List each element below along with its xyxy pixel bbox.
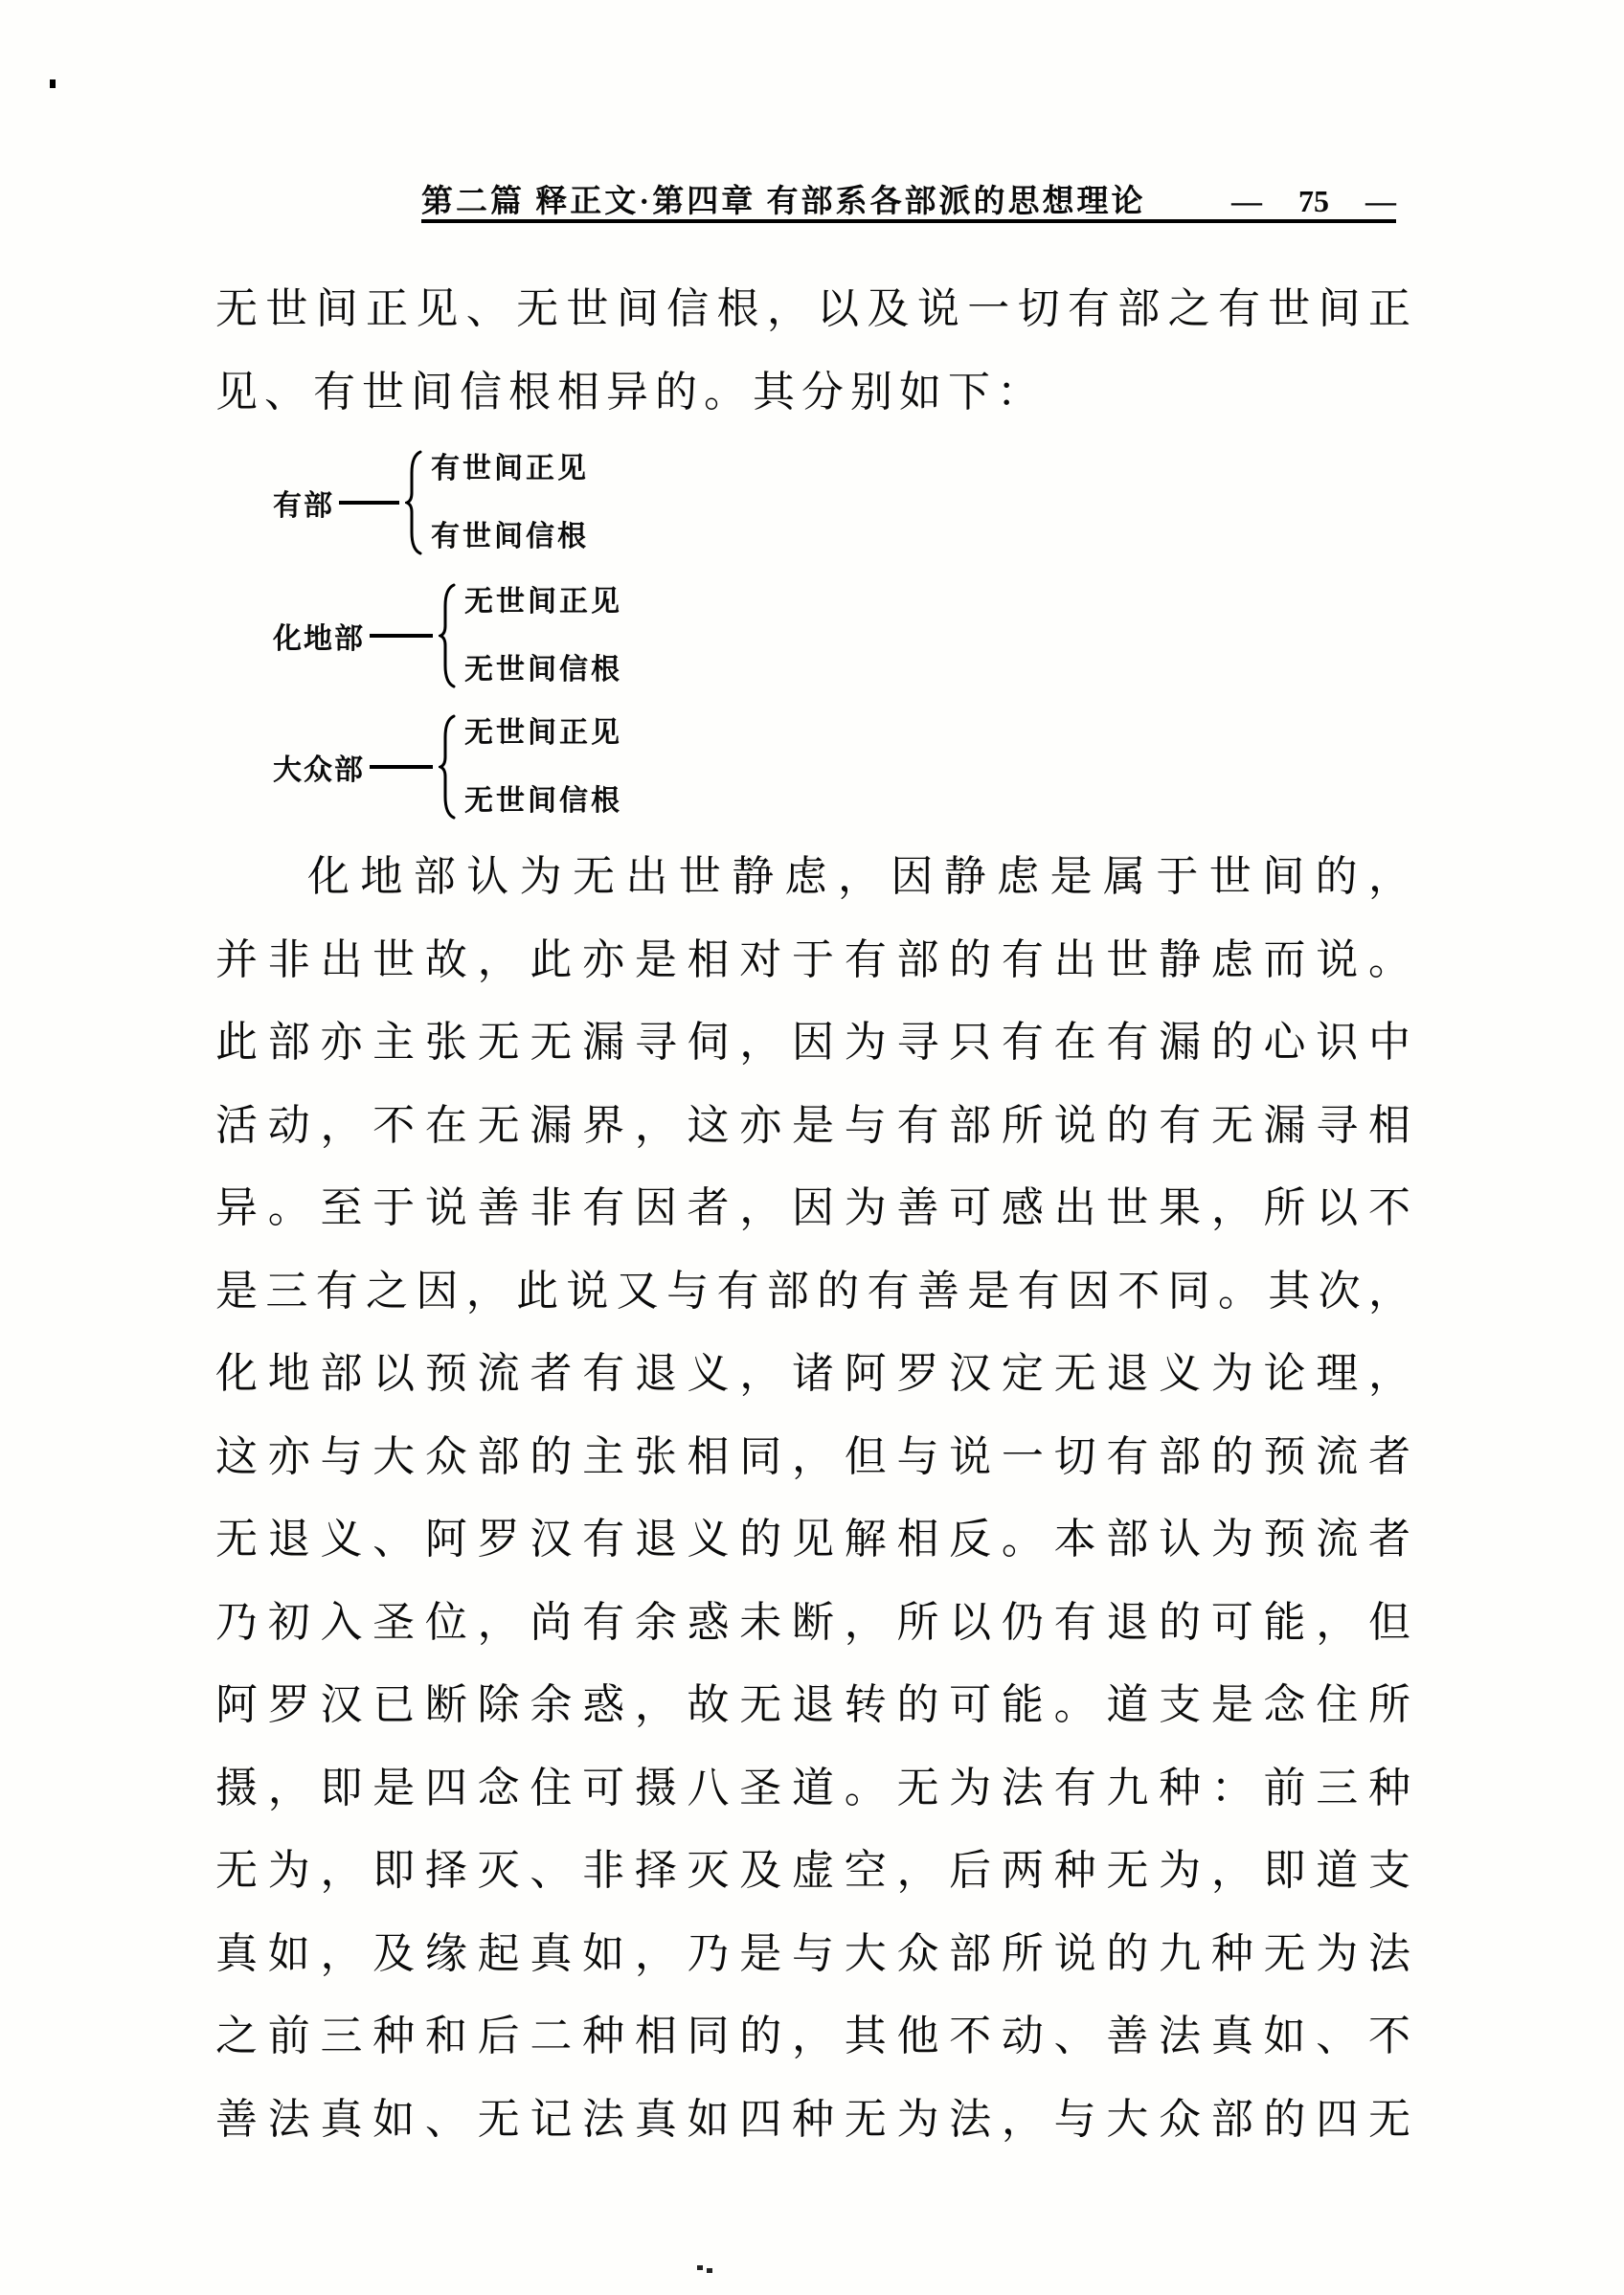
diagram-group-dazhongbu: [273, 712, 622, 821]
body-line: 是三有之因，此说又与有部的有善是有因不同。其次，: [215, 1267, 1412, 1315]
diagram-group-label: 有部: [273, 490, 334, 522]
body-line: 并非出世故，此亦是相对于有部的有出世静虑而说。: [215, 935, 1412, 983]
body-line: 真如，及缘起真如，乃是与大众部所说的九种无为法: [215, 1929, 1412, 1977]
body-line: 摄，即是四念住可摄八圣道。无为法有九种：前三种: [215, 1764, 1412, 1811]
body-line: 此部亦主张无无漏寻伺，因为寻只有在有漏的心识中: [215, 1019, 1412, 1066]
body-line: 活动，不在无漏界，这亦是与有部所说的有无漏寻相: [215, 1101, 1412, 1149]
page-number: 75: [1298, 184, 1329, 218]
body-line: 阿罗汉已断除余惑，故无退转的可能。道支是念住所: [215, 1681, 1412, 1728]
chapter-title: 第二篇 释正文·第四章 有部系各部派的思想理论: [421, 185, 1146, 219]
body-line: 这亦与大众部的主张相同，但与说一切有部的预流者: [215, 1432, 1412, 1480]
diagram-group-lead: [273, 482, 399, 524]
body-line: 异。至于说善非有因者，因为善可感出世果，所以不: [215, 1184, 1412, 1231]
header-rule: [421, 219, 1396, 223]
diagram-group-youbu: [273, 448, 589, 557]
connector-line: [370, 634, 433, 638]
diagram-group-items: [464, 715, 622, 820]
body-line: 无为，即择灭、非择灭及虚空，后两种无为，即道支: [215, 1847, 1412, 1894]
page-number-group: [1231, 184, 1396, 219]
left-brace-icon: [439, 713, 456, 821]
running-head: [421, 176, 1396, 221]
diagram-group-label: 化地部: [273, 623, 365, 655]
body-line: 乃初入圣位，尚有余惑未断，所以仍有退的可能，但: [215, 1598, 1412, 1646]
body-line: 之前三种和后二种相同的，其他不动、善法真如、不: [215, 2013, 1412, 2059]
diagram-item: 无世间信根: [464, 784, 622, 817]
connector-line: [339, 501, 399, 505]
body-line: 化地部认为无出世静虑，因静虑是属于世间的，: [307, 853, 1412, 900]
diagram-item: 有世间信根: [431, 520, 589, 552]
diagram-item: 无世间信根: [464, 653, 622, 686]
scan-speck-bottom-center: [697, 2265, 703, 2270]
left-brace-icon: [405, 449, 422, 556]
body-line: 无退义、阿罗汉有退义的见解相反。本部认为预流者: [215, 1516, 1412, 1563]
page-number-dash-left: —: [1231, 184, 1262, 218]
connector-line: [370, 765, 433, 769]
intro-line: 无世间正见、无世间信根，以及说一切有部之有世间正: [215, 285, 1412, 332]
diagram-group-label: 大众部: [273, 754, 365, 786]
diagram-group-items: [464, 584, 622, 688]
page-number-dash-right: —: [1365, 184, 1396, 218]
main-paragraph: [215, 836, 1412, 2161]
left-brace-icon: [439, 582, 456, 689]
diagram-group-huadibu: [273, 581, 622, 690]
diagram-item: 有世间正见: [431, 452, 589, 484]
diagram-item: 无世间正见: [464, 585, 622, 618]
diagram-item: 无世间正见: [464, 716, 622, 749]
diagram-group-items: [431, 451, 589, 555]
intro-paragraph: [215, 268, 1412, 434]
body-line: 善法真如、无记法真如四种无为法，与大众部的四无: [215, 2095, 1412, 2143]
body-line: 化地部以预流者有退义，诸阿罗汉定无退义为论理，: [215, 1350, 1412, 1397]
diagram-group-lead: [273, 746, 433, 788]
scan-speck-top-left: [50, 79, 56, 88]
diagram-group-lead: [273, 615, 433, 657]
intro-line: 见、有世间信根相异的。其分别如下：: [215, 368, 1046, 416]
